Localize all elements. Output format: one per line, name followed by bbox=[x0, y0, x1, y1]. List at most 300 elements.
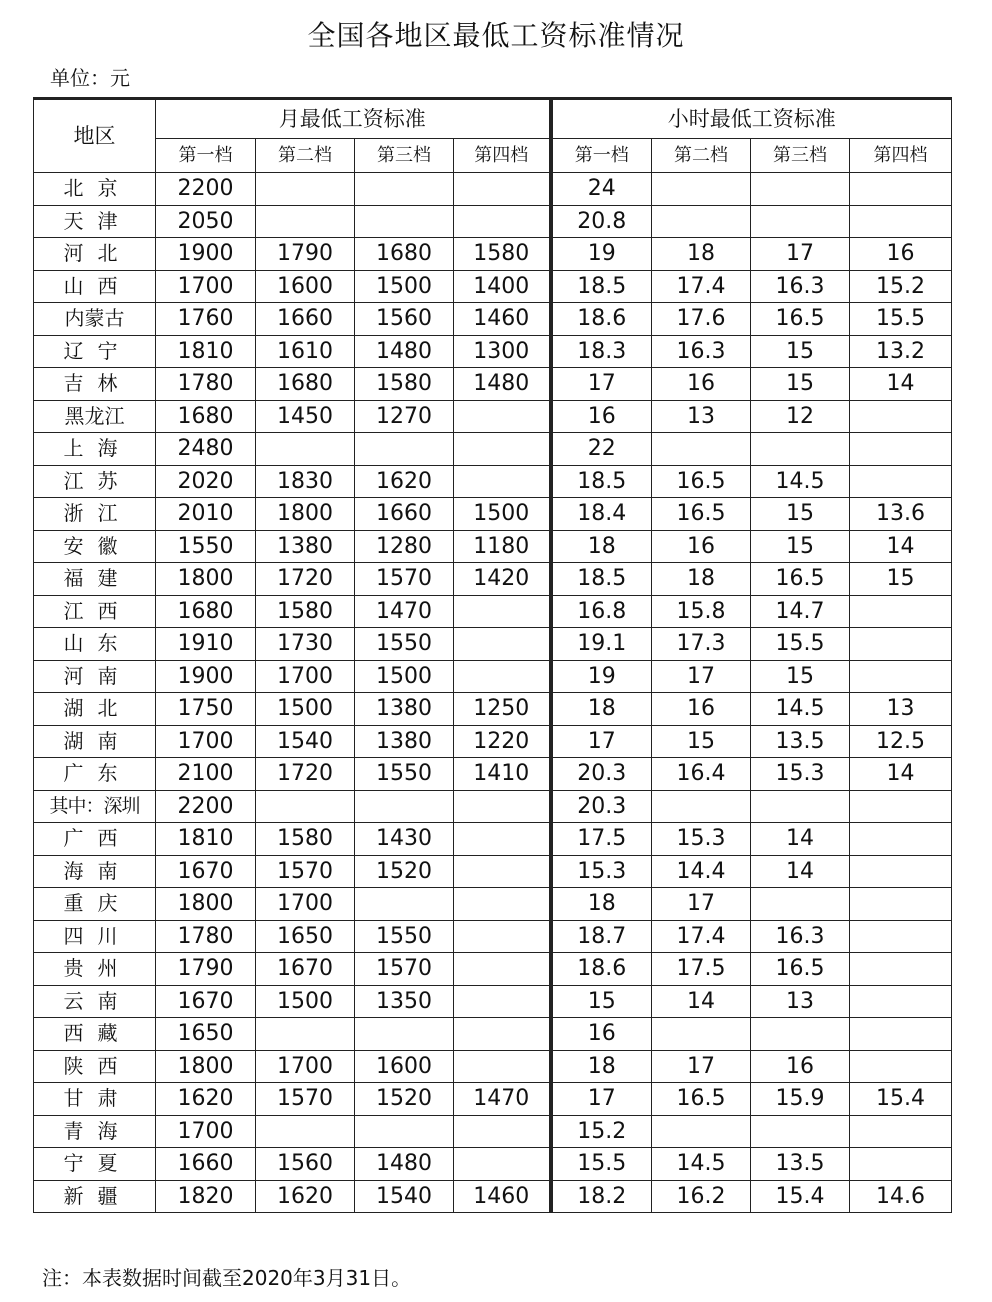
hourly-wage-cell: 18.7 bbox=[551, 920, 652, 953]
hourly-wage-cell bbox=[850, 1148, 952, 1181]
monthly-wage-cell: 1790 bbox=[156, 953, 256, 986]
monthly-wage-cell: 1670 bbox=[156, 985, 256, 1018]
monthly-wage-cell: 1680 bbox=[156, 595, 256, 628]
monthly-wage-cell: 1670 bbox=[156, 855, 256, 888]
header-hourly-tier: 第二档 bbox=[652, 139, 751, 173]
header-monthly-tier: 第三档 bbox=[355, 139, 454, 173]
monthly-wage-cell bbox=[355, 205, 454, 238]
table-row bbox=[34, 790, 952, 823]
hourly-wage-cell: 17 bbox=[751, 238, 850, 271]
region-cell: 河南 bbox=[34, 660, 156, 693]
region-cell: 辽宁 bbox=[34, 335, 156, 368]
hourly-wage-cell bbox=[850, 205, 952, 238]
hourly-wage-cell: 20.3 bbox=[551, 790, 652, 823]
hourly-wage-cell: 16.2 bbox=[652, 1180, 751, 1213]
hourly-wage-cell: 16.5 bbox=[751, 303, 850, 336]
wage-table bbox=[33, 97, 952, 1213]
monthly-wage-cell: 1760 bbox=[156, 303, 256, 336]
region-cell: 广东 bbox=[34, 758, 156, 791]
hourly-wage-cell: 14 bbox=[850, 758, 952, 791]
hourly-wage-cell: 17 bbox=[652, 888, 751, 921]
hourly-wage-cell: 18.5 bbox=[551, 270, 652, 303]
monthly-wage-cell: 1500 bbox=[454, 498, 551, 531]
region-cell: 福建 bbox=[34, 563, 156, 596]
monthly-wage-cell bbox=[355, 790, 454, 823]
monthly-wage-cell: 1700 bbox=[156, 1115, 256, 1148]
monthly-wage-cell: 1500 bbox=[256, 693, 355, 726]
hourly-wage-cell: 13.2 bbox=[850, 335, 952, 368]
monthly-wage-cell: 1550 bbox=[355, 920, 454, 953]
monthly-wage-cell: 1620 bbox=[355, 465, 454, 498]
monthly-wage-cell: 1900 bbox=[156, 660, 256, 693]
region-cell: 青海 bbox=[34, 1115, 156, 1148]
hourly-wage-cell: 19 bbox=[551, 238, 652, 271]
hourly-wage-cell: 13.6 bbox=[850, 498, 952, 531]
region-cell: 山西 bbox=[34, 270, 156, 303]
hourly-wage-cell: 16 bbox=[551, 400, 652, 433]
region-cell: 新疆 bbox=[34, 1180, 156, 1213]
monthly-wage-cell: 1350 bbox=[355, 985, 454, 1018]
header-hourly-tier: 第四档 bbox=[850, 139, 952, 173]
hourly-wage-cell: 17 bbox=[652, 1050, 751, 1083]
header-hourly: 小时最低工资标准 bbox=[551, 99, 952, 139]
table-row bbox=[34, 368, 952, 401]
hourly-wage-cell: 24 bbox=[551, 173, 652, 206]
monthly-wage-cell: 1830 bbox=[256, 465, 355, 498]
region-cell: 吉林 bbox=[34, 368, 156, 401]
hourly-wage-cell bbox=[850, 1115, 952, 1148]
monthly-wage-cell: 1470 bbox=[454, 1083, 551, 1116]
monthly-wage-cell: 1680 bbox=[256, 368, 355, 401]
header-region: 地区 bbox=[34, 99, 156, 173]
monthly-wage-cell: 1800 bbox=[256, 498, 355, 531]
monthly-wage-cell bbox=[454, 855, 551, 888]
wage-table-body bbox=[34, 173, 952, 1213]
region-cell: 北京 bbox=[34, 173, 156, 206]
hourly-wage-cell: 22 bbox=[551, 433, 652, 466]
hourly-wage-cell: 15.4 bbox=[850, 1083, 952, 1116]
hourly-wage-cell: 15.3 bbox=[551, 855, 652, 888]
table-row bbox=[34, 920, 952, 953]
hourly-wage-cell bbox=[850, 920, 952, 953]
hourly-wage-cell: 15.4 bbox=[751, 1180, 850, 1213]
header-monthly: 月最低工资标准 bbox=[156, 99, 551, 139]
hourly-wage-cell: 19.1 bbox=[551, 628, 652, 661]
monthly-wage-cell bbox=[454, 400, 551, 433]
monthly-wage-cell: 1270 bbox=[355, 400, 454, 433]
table-row bbox=[34, 1083, 952, 1116]
monthly-wage-cell bbox=[256, 1115, 355, 1148]
hourly-wage-cell: 14.6 bbox=[850, 1180, 952, 1213]
monthly-wage-cell: 1650 bbox=[256, 920, 355, 953]
hourly-wage-cell: 17 bbox=[652, 660, 751, 693]
monthly-wage-cell: 1430 bbox=[355, 823, 454, 856]
table-row bbox=[34, 270, 952, 303]
monthly-wage-cell: 1250 bbox=[454, 693, 551, 726]
monthly-wage-cell bbox=[355, 173, 454, 206]
hourly-wage-cell: 16.5 bbox=[652, 498, 751, 531]
monthly-wage-cell: 1570 bbox=[256, 855, 355, 888]
hourly-wage-cell: 17 bbox=[551, 368, 652, 401]
monthly-wage-cell bbox=[454, 628, 551, 661]
hourly-wage-cell bbox=[751, 205, 850, 238]
hourly-wage-cell bbox=[751, 790, 850, 823]
monthly-wage-cell: 1580 bbox=[256, 823, 355, 856]
monthly-wage-cell bbox=[454, 985, 551, 1018]
hourly-wage-cell bbox=[850, 628, 952, 661]
monthly-wage-cell: 1500 bbox=[256, 985, 355, 1018]
hourly-wage-cell: 15 bbox=[751, 660, 850, 693]
table-row bbox=[34, 985, 952, 1018]
hourly-wage-cell bbox=[850, 855, 952, 888]
monthly-wage-cell: 1800 bbox=[156, 888, 256, 921]
hourly-wage-cell: 18 bbox=[551, 1050, 652, 1083]
monthly-wage-cell bbox=[454, 660, 551, 693]
hourly-wage-cell: 18.5 bbox=[551, 465, 652, 498]
hourly-wage-cell: 18.6 bbox=[551, 303, 652, 336]
region-cell: 其中：深圳 bbox=[34, 790, 156, 823]
hourly-wage-cell: 17 bbox=[551, 725, 652, 758]
hourly-wage-cell bbox=[850, 433, 952, 466]
hourly-wage-cell: 13 bbox=[652, 400, 751, 433]
monthly-wage-cell: 1460 bbox=[454, 303, 551, 336]
monthly-wage-cell: 1620 bbox=[156, 1083, 256, 1116]
table-row bbox=[34, 1180, 952, 1213]
header-monthly-tier: 第四档 bbox=[454, 139, 551, 173]
hourly-wage-cell bbox=[751, 888, 850, 921]
table-row bbox=[34, 595, 952, 628]
monthly-wage-cell: 1380 bbox=[355, 693, 454, 726]
table-row bbox=[34, 1115, 952, 1148]
table-row bbox=[34, 953, 952, 986]
hourly-wage-cell: 16 bbox=[850, 238, 952, 271]
region-cell: 江西 bbox=[34, 595, 156, 628]
monthly-wage-cell: 1600 bbox=[256, 270, 355, 303]
region-cell: 安徽 bbox=[34, 530, 156, 563]
hourly-wage-cell: 20.3 bbox=[551, 758, 652, 791]
hourly-wage-cell bbox=[652, 205, 751, 238]
table-row bbox=[34, 465, 952, 498]
header-hourly-tier: 第三档 bbox=[751, 139, 850, 173]
table-row bbox=[34, 888, 952, 921]
monthly-wage-cell: 1560 bbox=[355, 303, 454, 336]
hourly-wage-cell: 16.5 bbox=[652, 465, 751, 498]
monthly-wage-cell: 1470 bbox=[355, 595, 454, 628]
hourly-wage-cell: 13 bbox=[850, 693, 952, 726]
monthly-wage-cell bbox=[256, 790, 355, 823]
monthly-wage-cell: 1660 bbox=[355, 498, 454, 531]
monthly-wage-cell bbox=[355, 888, 454, 921]
monthly-wage-cell bbox=[355, 433, 454, 466]
region-cell: 宁夏 bbox=[34, 1148, 156, 1181]
unit-label: 单位：元 bbox=[50, 66, 130, 90]
region-cell: 湖南 bbox=[34, 725, 156, 758]
monthly-wage-cell bbox=[454, 920, 551, 953]
hourly-wage-cell bbox=[850, 1018, 952, 1051]
hourly-wage-cell: 15.9 bbox=[751, 1083, 850, 1116]
hourly-wage-cell: 16.4 bbox=[652, 758, 751, 791]
hourly-wage-cell bbox=[751, 1115, 850, 1148]
monthly-wage-cell bbox=[256, 173, 355, 206]
hourly-wage-cell: 15.5 bbox=[751, 628, 850, 661]
monthly-wage-cell: 2010 bbox=[156, 498, 256, 531]
hourly-wage-cell: 14 bbox=[751, 823, 850, 856]
header-monthly-tier: 第二档 bbox=[256, 139, 355, 173]
table-row bbox=[34, 660, 952, 693]
monthly-wage-cell: 1790 bbox=[256, 238, 355, 271]
monthly-wage-cell: 1480 bbox=[355, 1148, 454, 1181]
monthly-wage-cell: 1500 bbox=[355, 660, 454, 693]
hourly-wage-cell bbox=[652, 790, 751, 823]
hourly-wage-cell: 16 bbox=[652, 530, 751, 563]
monthly-wage-cell: 2050 bbox=[156, 205, 256, 238]
monthly-wage-cell: 1380 bbox=[355, 725, 454, 758]
table-row bbox=[34, 498, 952, 531]
hourly-wage-cell: 15.8 bbox=[652, 595, 751, 628]
monthly-wage-cell: 1700 bbox=[256, 1050, 355, 1083]
hourly-wage-cell: 12 bbox=[751, 400, 850, 433]
monthly-wage-cell bbox=[454, 465, 551, 498]
monthly-wage-cell: 1620 bbox=[256, 1180, 355, 1213]
table-row bbox=[34, 238, 952, 271]
hourly-wage-cell: 16.5 bbox=[751, 563, 850, 596]
hourly-wage-cell bbox=[652, 173, 751, 206]
monthly-wage-cell: 1520 bbox=[355, 1083, 454, 1116]
table-row bbox=[34, 823, 952, 856]
hourly-wage-cell bbox=[652, 1018, 751, 1051]
region-cell: 海南 bbox=[34, 855, 156, 888]
hourly-wage-cell: 15.3 bbox=[652, 823, 751, 856]
monthly-wage-cell: 1280 bbox=[355, 530, 454, 563]
monthly-wage-cell: 1180 bbox=[454, 530, 551, 563]
monthly-wage-cell: 1460 bbox=[454, 1180, 551, 1213]
hourly-wage-cell: 15 bbox=[751, 335, 850, 368]
hourly-wage-cell: 16 bbox=[551, 1018, 652, 1051]
table-row bbox=[34, 693, 952, 726]
hourly-wage-cell: 15.5 bbox=[850, 303, 952, 336]
region-cell: 贵州 bbox=[34, 953, 156, 986]
monthly-wage-cell: 1600 bbox=[355, 1050, 454, 1083]
hourly-wage-cell: 15.3 bbox=[751, 758, 850, 791]
monthly-wage-cell: 1720 bbox=[256, 758, 355, 791]
hourly-wage-cell: 15.2 bbox=[551, 1115, 652, 1148]
hourly-wage-cell: 18 bbox=[551, 693, 652, 726]
hourly-wage-cell bbox=[850, 400, 952, 433]
hourly-wage-cell: 14.7 bbox=[751, 595, 850, 628]
table-row bbox=[34, 1018, 952, 1051]
monthly-wage-cell: 1750 bbox=[156, 693, 256, 726]
table-row bbox=[34, 628, 952, 661]
monthly-wage-cell bbox=[256, 205, 355, 238]
hourly-wage-cell: 16.3 bbox=[751, 920, 850, 953]
hourly-wage-cell: 16.5 bbox=[652, 1083, 751, 1116]
hourly-wage-cell: 14.5 bbox=[751, 693, 850, 726]
table-row bbox=[34, 758, 952, 791]
monthly-wage-cell: 1500 bbox=[355, 270, 454, 303]
header-hourly-tier: 第一档 bbox=[551, 139, 652, 173]
hourly-wage-cell: 13.5 bbox=[751, 1148, 850, 1181]
region-cell: 天津 bbox=[34, 205, 156, 238]
monthly-wage-cell bbox=[454, 888, 551, 921]
monthly-wage-cell bbox=[454, 1148, 551, 1181]
hourly-wage-cell: 14.5 bbox=[751, 465, 850, 498]
monthly-wage-cell: 1700 bbox=[256, 660, 355, 693]
monthly-wage-cell: 1810 bbox=[156, 823, 256, 856]
monthly-wage-cell: 1450 bbox=[256, 400, 355, 433]
hourly-wage-cell: 17 bbox=[551, 1083, 652, 1116]
monthly-wage-cell: 1300 bbox=[454, 335, 551, 368]
hourly-wage-cell: 18.3 bbox=[551, 335, 652, 368]
monthly-wage-cell: 2020 bbox=[156, 465, 256, 498]
table-row bbox=[34, 335, 952, 368]
hourly-wage-cell: 16.3 bbox=[751, 270, 850, 303]
table-row bbox=[34, 563, 952, 596]
monthly-wage-cell: 1570 bbox=[355, 953, 454, 986]
region-cell: 西藏 bbox=[34, 1018, 156, 1051]
monthly-wage-cell: 2200 bbox=[156, 790, 256, 823]
monthly-wage-cell bbox=[454, 595, 551, 628]
region-cell: 上海 bbox=[34, 433, 156, 466]
monthly-wage-cell bbox=[454, 1018, 551, 1051]
hourly-wage-cell: 14 bbox=[751, 855, 850, 888]
table-row bbox=[34, 400, 952, 433]
hourly-wage-cell: 18 bbox=[551, 888, 652, 921]
table-row bbox=[34, 433, 952, 466]
monthly-wage-cell: 1550 bbox=[355, 628, 454, 661]
hourly-wage-cell bbox=[850, 790, 952, 823]
monthly-wage-cell: 1580 bbox=[355, 368, 454, 401]
monthly-wage-cell: 1650 bbox=[156, 1018, 256, 1051]
hourly-wage-cell bbox=[652, 433, 751, 466]
monthly-wage-cell bbox=[454, 1115, 551, 1148]
hourly-wage-cell: 15.5 bbox=[551, 1148, 652, 1181]
hourly-wage-cell bbox=[850, 888, 952, 921]
monthly-wage-cell: 1780 bbox=[156, 920, 256, 953]
table-row bbox=[34, 855, 952, 888]
monthly-wage-cell: 1610 bbox=[256, 335, 355, 368]
monthly-wage-cell: 1800 bbox=[156, 563, 256, 596]
monthly-wage-cell: 1900 bbox=[156, 238, 256, 271]
hourly-wage-cell: 17.4 bbox=[652, 270, 751, 303]
hourly-wage-cell: 15 bbox=[551, 985, 652, 1018]
monthly-wage-cell: 1820 bbox=[156, 1180, 256, 1213]
footnote: 注：本表数据时间截至2020年3月31日。 bbox=[42, 1266, 412, 1290]
monthly-wage-cell bbox=[454, 1050, 551, 1083]
hourly-wage-cell: 12.5 bbox=[850, 725, 952, 758]
monthly-wage-cell bbox=[355, 1018, 454, 1051]
hourly-wage-cell: 18 bbox=[652, 563, 751, 596]
hourly-wage-cell: 14.4 bbox=[652, 855, 751, 888]
monthly-wage-cell: 1220 bbox=[454, 725, 551, 758]
hourly-wage-cell: 17.3 bbox=[652, 628, 751, 661]
monthly-wage-cell: 1380 bbox=[256, 530, 355, 563]
region-cell: 江苏 bbox=[34, 465, 156, 498]
hourly-wage-cell: 15 bbox=[652, 725, 751, 758]
monthly-wage-cell: 1410 bbox=[454, 758, 551, 791]
monthly-wage-cell: 1540 bbox=[256, 725, 355, 758]
region-cell: 广西 bbox=[34, 823, 156, 856]
monthly-wage-cell: 1680 bbox=[156, 400, 256, 433]
monthly-wage-cell bbox=[454, 433, 551, 466]
hourly-wage-cell: 18 bbox=[652, 238, 751, 271]
monthly-wage-cell: 1580 bbox=[454, 238, 551, 271]
monthly-wage-cell: 1680 bbox=[355, 238, 454, 271]
hourly-wage-cell bbox=[850, 173, 952, 206]
region-cell: 四川 bbox=[34, 920, 156, 953]
hourly-wage-cell: 16.5 bbox=[751, 953, 850, 986]
hourly-wage-cell bbox=[751, 433, 850, 466]
monthly-wage-cell: 1570 bbox=[355, 563, 454, 596]
monthly-wage-cell: 2200 bbox=[156, 173, 256, 206]
region-cell: 山东 bbox=[34, 628, 156, 661]
monthly-wage-cell bbox=[355, 1115, 454, 1148]
hourly-wage-cell: 17.4 bbox=[652, 920, 751, 953]
hourly-wage-cell: 15.2 bbox=[850, 270, 952, 303]
hourly-wage-cell: 15 bbox=[751, 498, 850, 531]
hourly-wage-cell: 16 bbox=[751, 1050, 850, 1083]
monthly-wage-cell: 1580 bbox=[256, 595, 355, 628]
hourly-wage-cell: 17.5 bbox=[652, 953, 751, 986]
hourly-wage-cell: 18.2 bbox=[551, 1180, 652, 1213]
region-cell: 重庆 bbox=[34, 888, 156, 921]
table-row bbox=[34, 1050, 952, 1083]
hourly-wage-cell: 19 bbox=[551, 660, 652, 693]
monthly-wage-cell: 1660 bbox=[156, 1148, 256, 1181]
hourly-wage-cell: 16 bbox=[652, 693, 751, 726]
table-row bbox=[34, 173, 952, 206]
monthly-wage-cell bbox=[256, 433, 355, 466]
monthly-wage-cell bbox=[454, 173, 551, 206]
hourly-wage-cell: 20.8 bbox=[551, 205, 652, 238]
hourly-wage-cell: 18.6 bbox=[551, 953, 652, 986]
page-title: 全国各地区最低工资标准情况 bbox=[307, 19, 685, 52]
monthly-wage-cell: 1700 bbox=[156, 725, 256, 758]
monthly-wage-cell: 1560 bbox=[256, 1148, 355, 1181]
monthly-wage-cell: 1400 bbox=[454, 270, 551, 303]
monthly-wage-cell: 1480 bbox=[355, 335, 454, 368]
hourly-wage-cell bbox=[652, 1115, 751, 1148]
table-row bbox=[34, 1148, 952, 1181]
monthly-wage-cell: 1660 bbox=[256, 303, 355, 336]
monthly-wage-cell bbox=[256, 1018, 355, 1051]
monthly-wage-cell: 1520 bbox=[355, 855, 454, 888]
hourly-wage-cell: 17.6 bbox=[652, 303, 751, 336]
table-row bbox=[34, 205, 952, 238]
hourly-wage-cell: 14 bbox=[850, 368, 952, 401]
monthly-wage-cell: 1720 bbox=[256, 563, 355, 596]
hourly-wage-cell: 17.5 bbox=[551, 823, 652, 856]
monthly-wage-cell: 1730 bbox=[256, 628, 355, 661]
hourly-wage-cell: 14.5 bbox=[652, 1148, 751, 1181]
region-cell: 云南 bbox=[34, 985, 156, 1018]
hourly-wage-cell bbox=[850, 660, 952, 693]
monthly-wage-cell: 1810 bbox=[156, 335, 256, 368]
region-cell: 内蒙古 bbox=[34, 303, 156, 336]
monthly-wage-cell: 2100 bbox=[156, 758, 256, 791]
monthly-wage-cell: 1700 bbox=[256, 888, 355, 921]
table-row bbox=[34, 303, 952, 336]
monthly-wage-cell: 1570 bbox=[256, 1083, 355, 1116]
hourly-wage-cell: 13 bbox=[751, 985, 850, 1018]
monthly-wage-cell: 2480 bbox=[156, 433, 256, 466]
hourly-wage-cell bbox=[850, 823, 952, 856]
monthly-wage-cell: 1420 bbox=[454, 563, 551, 596]
region-cell: 河北 bbox=[34, 238, 156, 271]
monthly-wage-cell bbox=[454, 953, 551, 986]
monthly-wage-cell bbox=[454, 790, 551, 823]
monthly-wage-cell: 1780 bbox=[156, 368, 256, 401]
hourly-wage-cell: 15 bbox=[751, 368, 850, 401]
